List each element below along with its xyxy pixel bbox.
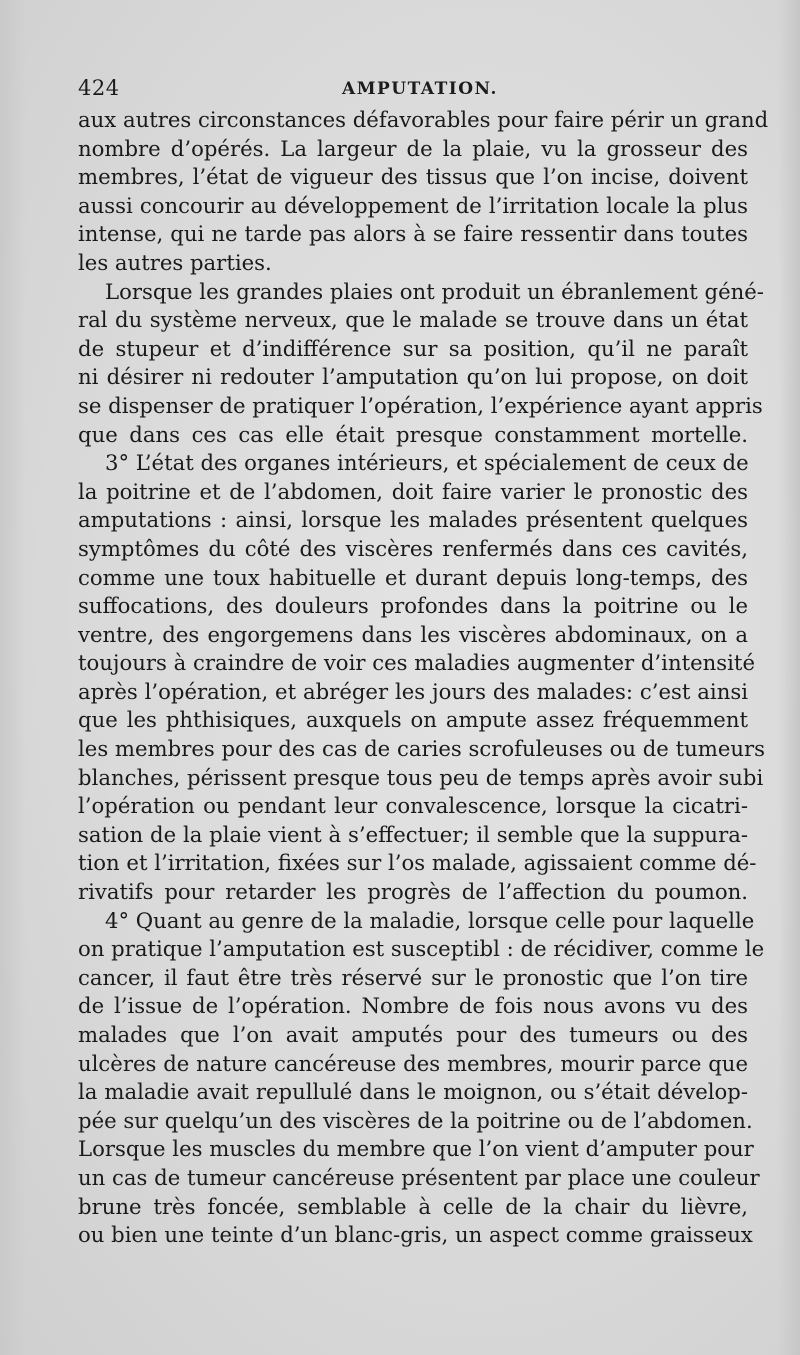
page-edge-shadow-right: [778, 0, 800, 1355]
text-line: brune très foncée, semblable à celle de la chair du lièvre,: [78, 1193, 748, 1219]
page-edge-shadow-left: [0, 0, 26, 1355]
text-line: 4° Quant au genre de la maladie, lorsque celle pour laquelle: [105, 907, 755, 933]
text-line: pée sur quelqu’un des viscères de la poitrine ou de l’abdomen.: [78, 1107, 753, 1133]
text-line: malades que l’on avait amputés pour des tumeurs ou des: [78, 1022, 748, 1047]
text-line: les membres pour des cas de caries scrofuleuses ou de tumeurs: [78, 736, 766, 762]
text-line: de l’issue de l’opération. Nombre de fois nous avons vu des: [78, 993, 748, 1019]
text-line: suffocations, des douleurs profondes dans la poitrine ou le: [78, 593, 748, 619]
text-line: intense, qui ne tarde pas alors à se faire ressentir dans toutes: [78, 221, 748, 247]
text-line: blanches, périssent presque tous peu de temps après avoir subi: [78, 764, 764, 790]
text-line: ventre, des engorgemens dans les viscères abdominaux, on a: [78, 621, 748, 647]
running-head: AMPUTATION.: [342, 79, 498, 99]
text-line: amputations : ainsi, lorsque les malades présentent quelques: [78, 507, 748, 533]
text-line: comme une toux habituelle et durant depuis long-temps, des: [78, 564, 748, 590]
page-header: [0, 74, 800, 104]
text-line: ou bien une teinte d’un blanc-gris, un aspect comme graisseux: [78, 1222, 753, 1248]
page-number: 424: [78, 76, 120, 100]
text-line: sation de la plaie vient à s’effectuer; il semble que la suppura-: [78, 821, 748, 847]
text-line: de stupeur et d’indifférence sur sa position, qu’il ne paraît: [78, 335, 748, 361]
text-line: ni désirer ni redouter l’amputation qu’on lui propose, on doit: [78, 364, 748, 390]
text-line: que les phthisiques, auxquels on ampute assez fréquemment: [78, 707, 748, 733]
text-line: ral du système nerveux, que le malade se trouve dans un état: [78, 307, 748, 333]
text-line: on pratique l’amputation est susceptibl : de récidiver, comme le: [78, 936, 765, 962]
text-line: Lorsque les muscles du membre que l’on vient d’amputer pour: [78, 1136, 754, 1162]
text-line: aux autres circonstances défavorables pour faire périr un grand: [78, 107, 769, 132]
text-line: Lorsque les grandes plaies ont produit un ébranlement géné-: [105, 278, 764, 304]
text-line: la maladie avait repullulé dans le moignon, ou s’était dévelop-: [78, 1079, 748, 1105]
text-line: un cas de tumeur cancéreuse présentent par place une couleur: [78, 1164, 760, 1190]
text-line: nombre d’opérés. La largeur de la plaie, vu la grosseur des: [78, 135, 748, 161]
text-line: tion et l’irritation, fixées sur l’os malade, agissaient comme dé-: [78, 850, 757, 876]
text-line: membres, l’état de vigueur des tissus que l’on incise, doivent: [78, 164, 748, 190]
text-line: toujours à craindre de voir ces maladies augmenter d’intensité: [78, 650, 755, 676]
text-line: symptômes du côté des viscères renfermés dans ces cavités,: [78, 535, 748, 561]
text-line: aussi concourir au développement de l’irritation locale la plus: [78, 192, 748, 218]
text-line: ulcères de nature cancéreuse des membres, mourir parce que: [78, 1050, 748, 1076]
text-line: la poitrine et de l’abdomen, doit faire varier le pronostic des: [78, 478, 748, 504]
text-line: l’opération ou pendant leur convalescence, lorsque la cicatri-: [78, 793, 748, 819]
text-line: cancer, il faut être très réservé sur le pronostic que l’on tire: [78, 964, 748, 990]
text-line: que dans ces cas elle était presque constamment mortelle.: [78, 421, 748, 447]
text-line: rivatifs pour retarder les progrès de l’affection du poumon.: [78, 879, 748, 905]
text-line: se dispenser de pratiquer l’opération, l’expérience ayant appris: [78, 392, 763, 418]
body-text: [78, 106, 769, 1250]
text-line: les autres parties.: [78, 249, 272, 275]
text-line: après l’opération, et abréger les jours des malades: c’est ainsi: [78, 678, 748, 704]
text-line: 3° L’état des organes intérieurs, et spécialement de ceux de: [105, 450, 749, 476]
